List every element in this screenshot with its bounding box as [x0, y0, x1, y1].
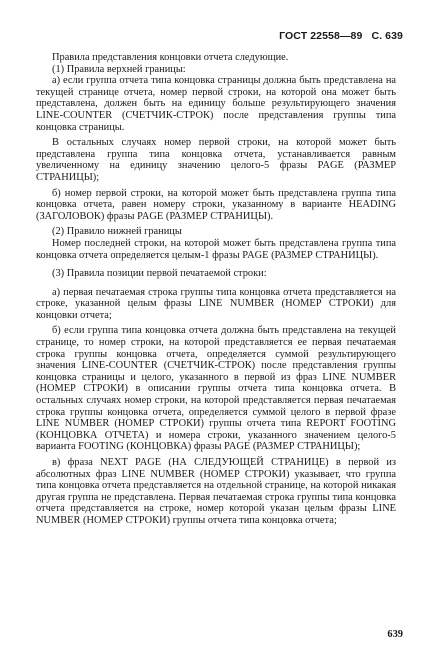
document-body: [36, 52, 396, 527]
paragraph: (3) Правила позиции первой печатаемой строки:: [52, 268, 267, 280]
paragraph: а) первая печатаемая строка группы типа концовка отчета представляется на строке, указанной целым фразы LINE NUMBER (НОМЕР СТРОКИ) для концовки отчета;: [36, 286, 396, 321]
paragraph: в) фраза NEXT PAGE (НА СЛЕДУЮЩЕЙ СТРАНИЦЕ) в первой из абсолютных фраз LINE NUMBER (НОМЕР СТРОКИ) указывает, что группа типа концовка отчета представляется на отдельной странице, на которой никакая другая группа не представлена. Первая печатаемая строка группы типа концовка отчета представляется на строке, номер которой указан целым фразы LINE NUMBER (НОМЕР СТРОКИ) группы отчета типа концовка отчета;: [36, 457, 396, 526]
page-header: [279, 30, 403, 42]
standard-number: ГОСТ 22558—89: [279, 30, 363, 42]
paragraph: б) номер первой строки, на которой может быть представлена группа типа концовка отчета, равен номеру строки, указанному в варианте HEADING (ЗАГОЛОВОК) фразы PAGE (РАЗМЕР СТРАНИЦЫ).: [36, 187, 396, 222]
paragraph: Номер последней строки, на которой может быть представлена группа типа концовка отчета определяется целым-1 фразы PAGE (РАЗМЕР СТРАНИЦЫ).: [36, 237, 396, 261]
paragraph: а) если группа отчета типа концовка страницы должна быть представлена на текущей странице отчета, номер первой строки, на которой она может быть представлена, должен быть на единицу больше результирующего значения LINE-COUNTER (СЧЕТЧИК-СТРОК) после представления группы типа концовка страницы.: [36, 75, 396, 133]
paragraph: (2) Правило нижней границы: [52, 226, 182, 238]
header-page-label: С. 639: [371, 30, 403, 42]
page-number: 639: [387, 629, 403, 640]
paragraph: (1) Правила верхней границы:: [52, 63, 186, 75]
paragraph: В остальных случаях номер первой строки, на которой может быть представлена группа типа концовка отчета, устанавливается равным увеличенному на единицу значению целого-5 фразы PAGE (РАЗМЕР СТРАНИЦЫ);: [36, 137, 396, 183]
paragraph: Правила представления концовки отчета следующие.: [52, 52, 289, 63]
paragraph: б) если группа типа концовка отчета должна быть представлена на текущей странице, то номер строки, на которой представляется ее первая печатаемая строка группы концовка отчета, определяется суммой результирующего значения LINE-COUNTER (СЧЕТЧИК-СТРОК) после представления группы концовка страницы и целого, указанного в первой из фраз LINE NUMBER (НОМЕР СТРОКИ) в описании группы отчета типа концовка отчета. В остальных случаях номер строки, на которой представляется первая печатаемая строка группы концовка отчета, определяется суммой целого в первой фразе LINE NUMBER (НОМЕР СТРОКИ) группы отчета типа REPORT FOOTING (КОНЦОВКА ОТЧЕТА) и номера строки, указанного значением целого-5 варианта FOOTING (КОНЦОВКА) фразы PAGE (РАЗМЕР СТРАНИЦЫ);: [36, 325, 396, 453]
